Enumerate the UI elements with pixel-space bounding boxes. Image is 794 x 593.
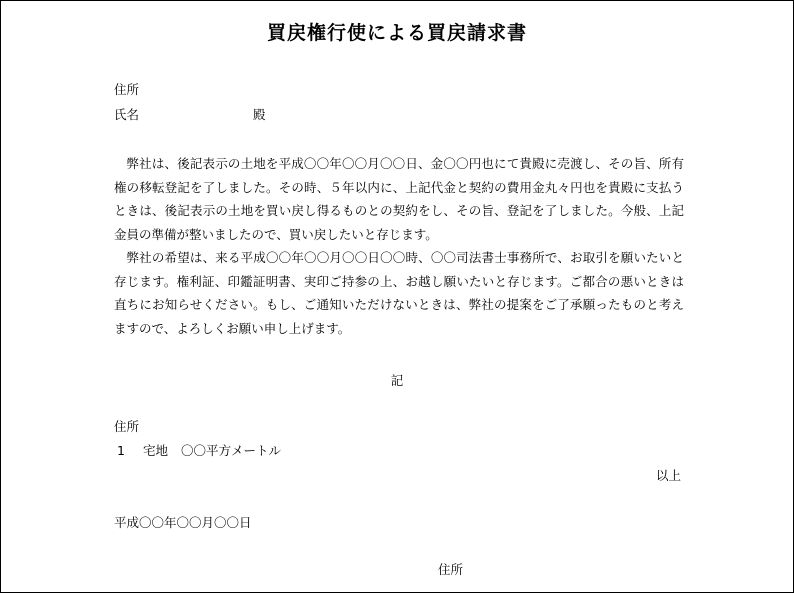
body-paragraph: 弊社の希望は、来る平成〇〇年〇〇月〇〇日〇〇時、〇〇司法書士事務所で、お取引を願いたいと存じます。権利証、印鑑証明書、実印ご持参の上、お越し願いたいと存じます。ご都合の悪いときは直ちにお知らせください。もし、ご通知いただけないときは、弊社の提案をご了承願ったものと考えますので、よろしくお願い申し上げます。 bbox=[114, 250, 684, 336]
property-item-number: 1 bbox=[117, 443, 125, 458]
recipient-name-row bbox=[114, 107, 266, 123]
page-title: 買戻権行使による買戻請求書 bbox=[266, 22, 527, 44]
property-item-type: 宅地 bbox=[142, 443, 168, 458]
honorific: 殿 bbox=[253, 107, 266, 122]
recipient-name-label: 氏名 bbox=[114, 107, 140, 122]
property-item-area: 〇〇平方メートル bbox=[180, 443, 281, 458]
recipient-address-label: 住所 bbox=[114, 82, 140, 97]
sender-address-label: 住所 bbox=[438, 562, 464, 577]
property-item-row bbox=[117, 443, 281, 459]
property-address-label: 住所 bbox=[114, 419, 140, 434]
ki-heading: 記 bbox=[390, 373, 404, 388]
body-paragraph: 弊社は、後記表示の土地を平成〇〇年〇〇月〇〇日、金〇〇円也にて貴殿に売渡し、その旨、所有権の移転登記を了しました。その時、５年以内に、上記代金と契約の費用金丸々円也を貴殿に支払うときは、後記表示の土地を買い戻し得るものとの契約をし、その旨、登記を了しました。今般、上記金員の準備が整いましたので、買い戻したいと存じます。 bbox=[114, 156, 684, 242]
letter-body bbox=[114, 152, 684, 340]
document-date: 平成〇〇年〇〇月〇〇日 bbox=[114, 515, 252, 530]
closing-ijo: 以上 bbox=[655, 468, 681, 483]
